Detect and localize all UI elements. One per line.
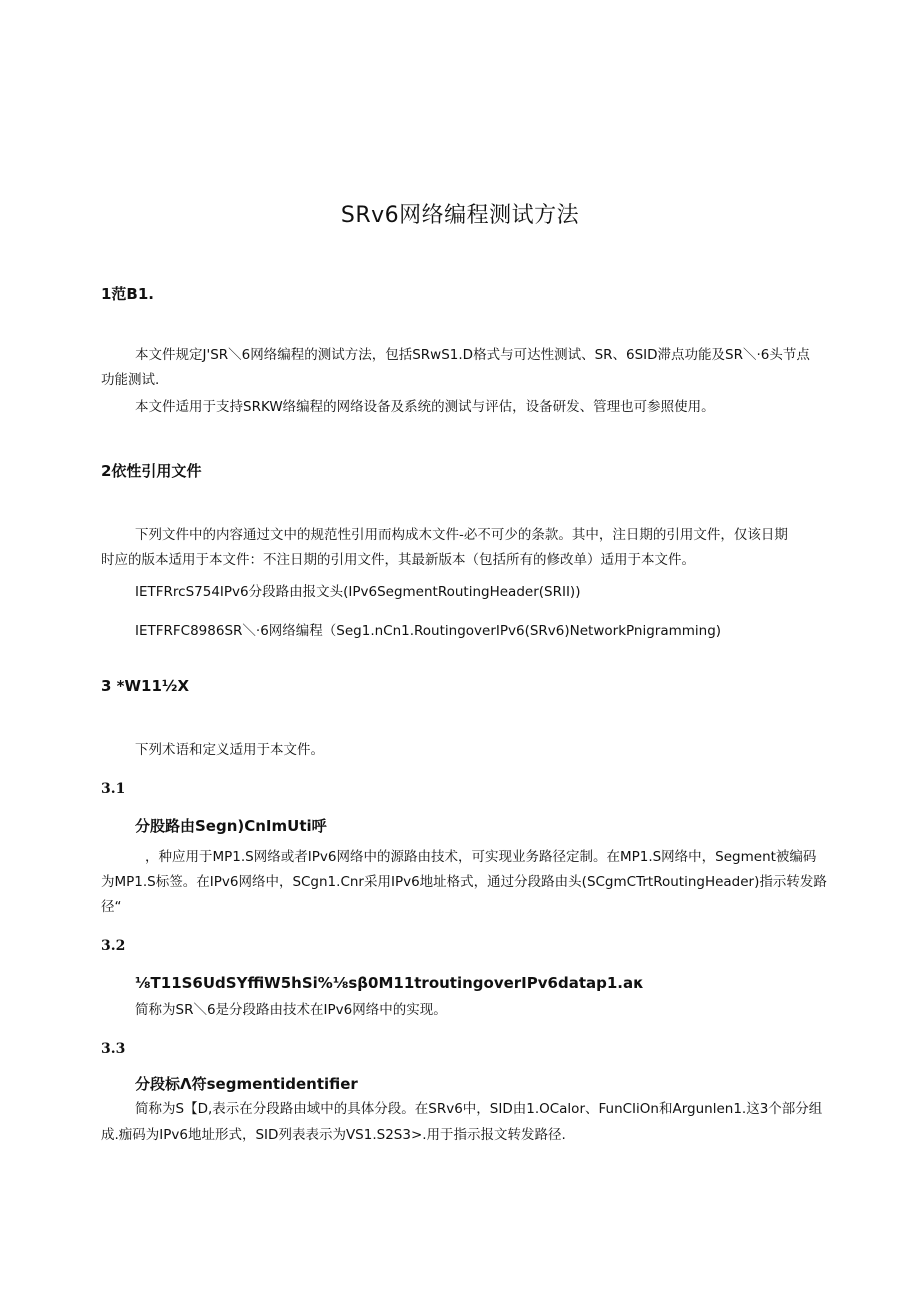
term-3-1-definition-line-3: 径“ [101,899,122,915]
term-3-1-definition-line-2: 为MP1.S标签。在IPv6网络中，SCgn1.Cnr采用IPv6地址格式，通过分段路由头(SCgmCTrtRoutingHeader)指示转发路 [101,874,827,890]
document-title: SRv6网络编程测试方法 [340,203,580,228]
reference-rfc8754: IETFRrcS754IPv6分段路由报文头(IPv6SegmentRoutingHeader(SRII)) [135,584,581,600]
term-3-2-definition: 简称为SR＼6是分段路由技术在IPv6网络中的实现。 [135,1002,447,1018]
section-heading-scope: 1范B1. [101,285,155,303]
term-number-3-3: 3.3 [101,1041,126,1057]
term-number-3-1: 3.1 [101,781,126,797]
term-number-3-2: 3.2 [101,938,126,954]
normative-paragraph-line-1: 下列文件中的内容通过文中的规范性引用而构成木文件-必不可少的条款。其中，注日期的引用文件，仅该日期 [135,527,788,543]
term-3-1-definition-line-1: ，种应用于MP1.S网络或者IPv6网络中的源路由技术，可实现业务路径定制。在MP1.S网络中，Segment被编码 [145,849,817,865]
terms-intro: 下列术语和定义适用于本文件。 [135,742,324,758]
term-heading-segment-routing: 分股路由Segn)CnImUti呼 [135,817,327,835]
scope-paragraph-1-line-1: 本文件规定J'SR＼6网络编程的测试方法，包括SRwS1.D格式与可达性测试、SR、6SID滞点功能及SR＼·6头节点 [135,347,810,363]
normative-paragraph-line-2: 时应的版本适用于本文件：不注日期的引用文件，其最新版本（包括所有的修改单）适用于本文件。 [101,552,695,568]
term-heading-segment-identifier: 分段标Λ符segmentidentifier [135,1075,358,1093]
section-heading-terms: 3 *W11½X [101,677,190,695]
term-3-3-definition-line-1: 简称为S【D,表示在分段路由域中的具体分段。在SRv6中，SID由1.OCalor、FunCIiOn和Argunlen1.这3个部分组 [135,1101,823,1117]
term-heading-srv6: ⅛T11S6UdSYffiW5hSi%⅛sβ0M11troutingoverIPv6datap1.aκ [135,974,644,992]
term-3-3-definition-line-2: 成.痂码为IPv6地址形式，SID列表表示为VS1.S2S3>.用于指示报文转发路径. [101,1127,566,1143]
scope-paragraph-1-line-2: 功能测试. [101,372,160,388]
section-heading-normative-references: 2依性引用文件 [101,462,202,480]
scope-paragraph-2: 本文件适用于支持SRKW络编程的网络设备及系统的测试与评估，设备研发、管理也可参照使用。 [135,399,715,415]
reference-rfc8986: IETFRFC8986SR＼·6网络编程（Seg1.nCn1.RoutingoverIPv6(SRv6)NetworkPnigramming) [135,623,722,639]
